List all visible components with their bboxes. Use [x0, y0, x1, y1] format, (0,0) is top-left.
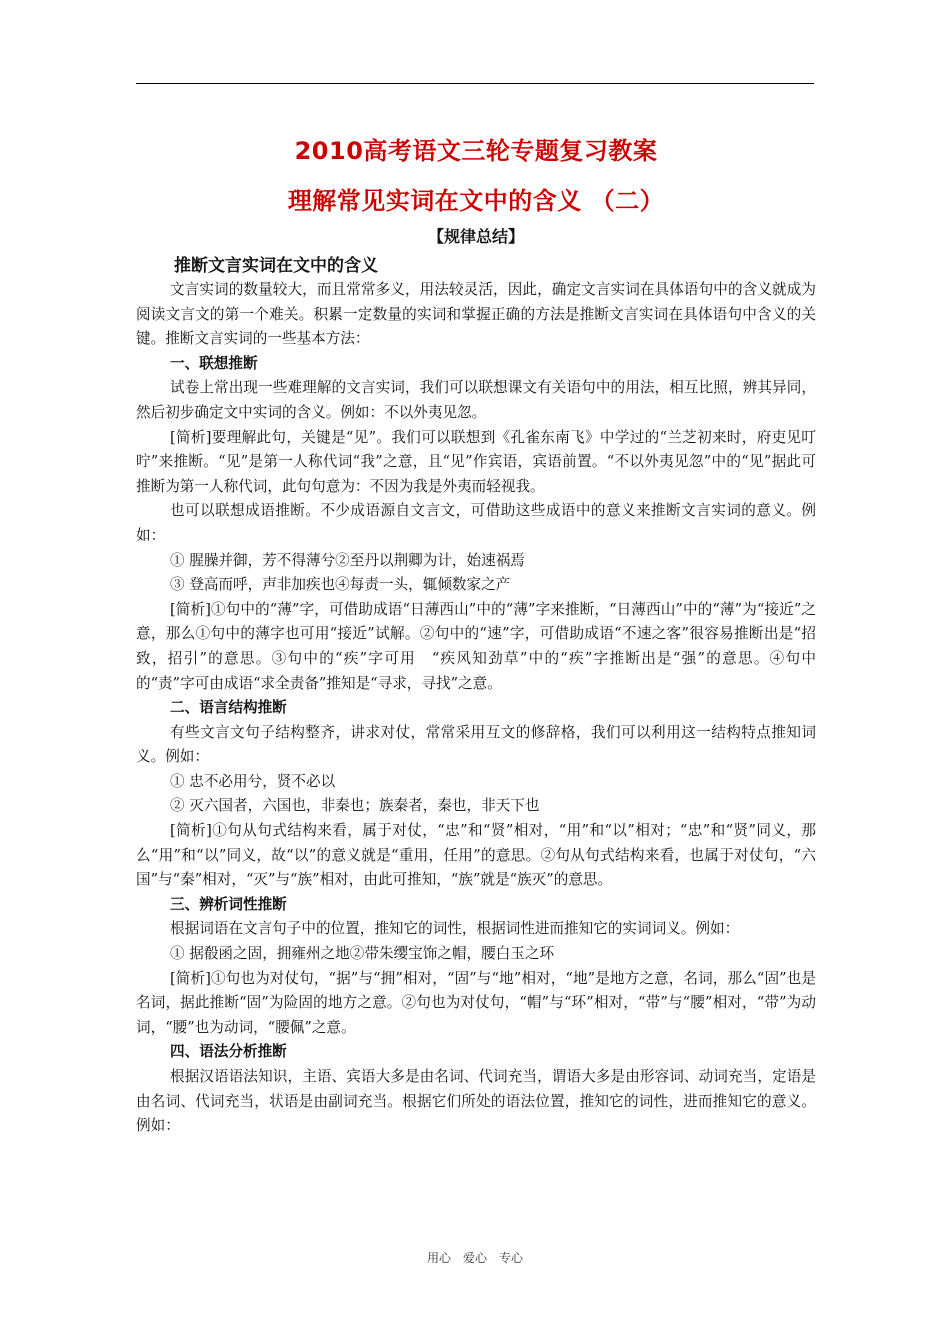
document-body: [136, 120, 816, 1139]
section-heading-4: 四、语法分析推断: [170, 1043, 287, 1061]
page-footer: 用心 爱心 专心: [426, 1251, 523, 1265]
section-3-example-1: ① 据殽函之固，拥雍州之地②带朱缨宝饰之帽，腰白玉之环: [170, 945, 555, 963]
section-heading-3: 三、辨析词性推断: [170, 895, 287, 913]
section-2-example-2: ② 灭六国者，六国也，非秦也；族秦者，秦也，非天下也: [170, 797, 540, 815]
section-1-analysis-2: [简析]①句中的“薄”字，可借助成语“日薄西山”中的“薄”字来推断，“日薄西山”中的“薄”为“接近”之意，那么①句中的薄字也可用“接近”试解。②句中的“速”字，可借助成语“不速之客”很容易推断出是“招致，招引”的意思。③句中的“疾”字可用 “疾风知劲草”中的“疾”字推断出是“强”的意思。④句中的“责”字可由成语“求全责备”推知是“寻求，寻找”之意。: [136, 600, 816, 692]
section-2-analysis: [简析]①句从句式结构来看，属于对仗，“忠”和“贤”相对，“用”和“以”相对；“忠”和“贤”同义，那么“用”和“以”同义，故“以”的意义就是“重用，任用”的意思。②句从句式结构来看，也属于对仗句，“六国”与“秦”相对，“灭”与“族”相对，由此可推知，“族”就是“族灭”的意思。: [136, 822, 816, 889]
section-1-analysis-1: [简析]要理解此句，关键是“见”。我们可以联想到《孔雀东南飞》中学过的“兰芝初来时，府吏见叮咛”来推断。“见”是第一人称代词“我”之意，且“见”作宾语，宾语前置。“不以外夷见忽”中的“见”据此可推断为第一人称代词，此句句意为：不因为我是外夷而轻视我。: [136, 428, 816, 495]
header-rule: [136, 83, 814, 84]
section-2-example-1: ① 忠不必用兮，贤不必以: [170, 772, 336, 790]
section-3-paragraph-1: 根据词语在文言句子中的位置，推知它的词性，根据词性进而推知它的实词词义。例如：: [170, 920, 740, 938]
section-label: 【规律总结】: [427, 227, 524, 246]
section-1-paragraph-1: 试卷上常出现一些难理解的文言实词，我们可以联想课文有关语句中的用法，相互比照，辨其异同，然后初步确定文中实词的含义。例如：不以外夷见忽。: [136, 379, 816, 421]
section-4-paragraph-1: 根据汉语语法知识，主语、宾语大多是由名词、代词充当，谓语大多是由形容词、动词充当，定语是由名词、代词充当，状语是由副词充当。根据它们所处的语法位置，推知它的词性，进而推知它的意义。例如：: [136, 1068, 816, 1135]
document-subtitle: 理解常见实词在文中的含义 （二）: [287, 187, 665, 215]
section-1-example-1: ① 腥臊并御，芳不得薄兮②至丹以荆卿为计，始速祸焉: [170, 551, 525, 569]
document-title: 2010高考语文三轮专题复习教案: [294, 137, 658, 165]
section-2-paragraph-1: 有些文言文句子结构整齐，讲求对仗，常常采用互文的修辞格，我们可以利用这一结构特点推知词义。例如：: [136, 723, 816, 766]
section-heading-1: 一、联想推断: [170, 354, 258, 372]
intro-paragraph: 文言实词的数量较大，而且常常多义，用法较灵活，因此，确定文言实词在具体语句中的含义就成为阅读文言文的第一个难关。积累一定数量的实词和掌握正确的方法是推断文言实词在具体语句中含义的关键。推断文言实词的一些基本方法：: [136, 281, 816, 348]
section-1-paragraph-3: 也可以联想成语推断。不少成语源自文言文，可借助这些成语中的意义来推断文言实词的意义。例如：: [136, 502, 816, 544]
subheading: 推断文言实词在文中的含义: [174, 256, 378, 276]
section-heading-2: 二、语言结构推断: [170, 699, 287, 717]
section-3-analysis: [简析]①句也为对仗句，“据”与“拥”相对，“固”与“地”相对，“地”是地方之意，名词，那么“固”也是名词，据此推断“固”为险固的地方之意。②句也为对仗句，“帽”与“环”相对，“带”与“腰”相对，“带”为动词，“腰”也为动词，“腰佩”之意。: [136, 969, 816, 1036]
section-1-example-2: ③ 登高而呼，声非加疾也④每责一头，辄倾数家之产: [170, 576, 511, 594]
